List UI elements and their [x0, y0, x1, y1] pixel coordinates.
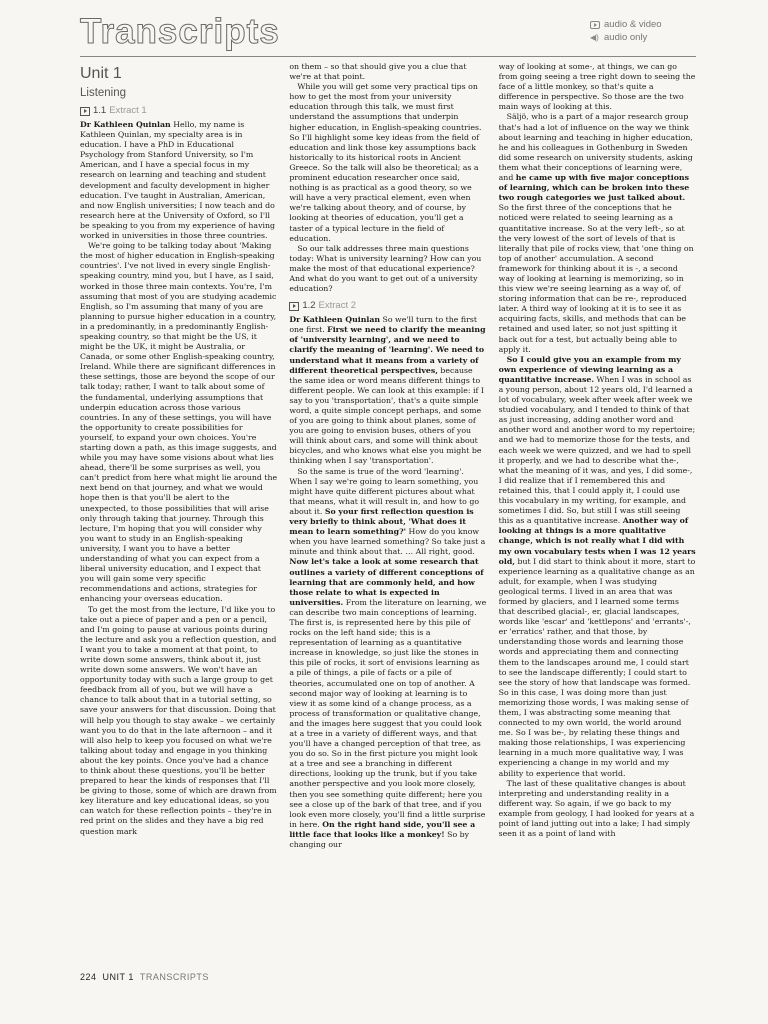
paragraph: The last of these qualitative changes is about interpreting and understanding reality in a different way. So again, if we go back to my example from geology, I had looked for years at a point of land jutting out into a lake; I had simply seen it as a point of land with [498, 778, 695, 839]
column-3 [499, 62, 696, 970]
transcript-columns [80, 62, 696, 970]
bold-text: So I could give you an example from my own experience of viewing learning as a quantitative increase. [498, 354, 681, 384]
paragraph-text: Hello, my name is Kathleen Quinlan, my specialty area is in education. I have a PhD in Educational Psychology from Stanford University, so I'm American, and I have a special focus in my research on learning and teaching and student development and faculty development in higher education. I've taught in Australian, American, and now English universities; I now teach and do research here at the University of Oxford, so I'll be speaking to you from my experience of having worked in universities in those three countries. [80, 120, 275, 241]
legend-audio-label: audio only [604, 32, 648, 43]
bold-text: On the right hand side, you'll see a little face that looks like a monkey! [289, 819, 476, 839]
footer-section: TRANSCRIPTS [139, 972, 209, 982]
speaker-name: Dr Kathleen Quinlan [289, 315, 381, 325]
text-run: When I was in school as a young person, about 12 years old, I'd learned a lot of vocabulary, week after week after week we studied vocabulary, and I tended to think of that as just increasing, adding another word and another word and another word to my repertoire; and we had to memorize those for the tests, and each week we were quizzed, and we had to spell it properly, and we had to describe what the-, what the meaning of it was, and yes, I did some-, I did realize that if I remembered this and retained this, that I could apply it, I could use this vocabulary in my writing, for example, and sometimes I did. So, but still I was still seeing this as a quantitative increase. [498, 374, 696, 526]
header-rule [80, 56, 696, 57]
bold-text: So your first reflection question is very briefly to think about, 'What does it mean to learn something?' [289, 506, 474, 537]
paragraph: We're going to be talking today about 'Making the most of higher education in English-speaking countries'. I've not lived in every single English-speaking country, mind you, but I have, as I said, worked in those three main contexts. You're, I'm assuming that most of you are studying academic English, so I'm assuming that many of you are planning to pursue higher education in a country, in a predominantly, in a predominantly English-speaking country, so that might be the US, it might be the UK, it might be Australia, or Canada, or some other English-speaking country, Ireland. While there are significant differences in these settings, those are beyond the scope of our talk today; rather, I want to talk about some of the fundamental, underlying assumptions that underpin education across those various countries. In any of these settings, you will have the opportunity to create possibilities for yourself, to expand your own choices. You're starting down a path, as this image suggests, and while you may have some visions about what lies ahead, there'll be some surprises as well, you can't predict from here what might lie around the next bend on that journey, and what we would hope then is that you'll be alert to the unexpected, to those possibilities that will arise only through taking that journey. Through this lecture, I'm hoping that you will consider why you want to study in an English-speaking university, I want you to have a better understanding of what you can expect from a liberal university education, and I expect that you will gain some very specific recommendations and actions, strategies for enhancing your overseas education. [80, 241, 278, 604]
text-run: From the literature on learning, we can describe two main conceptions of learning. The first is, is represented here by this pile of rocks on the left hand side; this is a representation of learning as a quantitative increase in knowledge, so just like the stones in this pile of rocks, it sort of envisions learning as a pile of things, a pile of facts or a pile of theories, accumulated one on top of another. A second major way of looking at learning is to view it as some kind of a change process, as a process of transformation or qualitative change, and the images here suggest that you could look at a tree in a variety of different ways, and that you'll have a changed perception of that tree, as you do so. So in the first picture you might look at a tree and see a branching in different directions, looking up the trunk, but if you take another perspective and you look more closely, then you see something quite different; here you see a close up of the bark of that tree, and if you look even more closely, you'll find a little surprise in here. [289, 597, 487, 829]
column-1 [80, 62, 277, 970]
legend-video-label: audio & video [604, 19, 662, 30]
paragraph: So our talk addresses three main questions today: What is university learning? How can you make the most of that educational experience? And what do you want to get out of a university education? [289, 243, 482, 294]
footer-unit: UNIT 1 [102, 972, 134, 982]
legend-audio-row [590, 31, 662, 44]
paragraph: on them – so that should give you a clue that we're at that point. [289, 62, 467, 82]
video-icon [590, 21, 600, 29]
text-run: because the same idea or word means different things to different people. We can look at this example: if I say to you 'transportation', that's a quite simple word, a quite simple concept perhaps, and some of you are going to think about planes, some of you are going to envision buses, others of you will think about cars, and some will think about bicycles, and who knows what else you might be thinking when I say 'transportation'. [289, 365, 484, 466]
text-run: So we'll turn to the first one first. [289, 315, 477, 335]
play-icon [80, 107, 90, 116]
extract-1-label: Extract 1 [109, 105, 147, 116]
paragraph [289, 467, 486, 851]
paragraph [499, 355, 696, 779]
audio-icon: ◀) [590, 32, 599, 42]
paragraph [289, 315, 486, 466]
extract-1-heading [80, 105, 277, 117]
paragraph: While you will get some very practical tips on how to get the most from your university education through this talk, we must first understand the assumptions that underpin higher education, in English-speaking countries. So I'll highlight some key ideas from the field of education and link those key assumptions back historically to its historical roots in Ancient Greece. So the talk will also be theoretical; as a prominent education researcher once said, nothing is as practical as a good theory, so we will have a very practical element, even when we're talking about theory, and of course, by looking at theories of education, you'll get a taster of a typical lecture in the field of education. [289, 82, 482, 243]
section-heading: Listening [80, 87, 127, 99]
extract-2-number: 1.2 [302, 300, 316, 312]
page-title: Transcripts [80, 12, 280, 51]
paragraph: way of looking at some-, at things, we can go from going seeing a tree right down to seeing the face of a little monkey, so that's quite a difference in perspective. So those are the two main ways of looking at this. [498, 62, 696, 112]
unit-heading: Unit 1 [80, 65, 122, 82]
extract-1-number: 1.1 [93, 105, 107, 116]
legend-video-row [590, 18, 662, 31]
page-number: 224 [80, 972, 97, 982]
text-run: So the same is true of the word 'learning'. When I say we're going to learn something, you might have quite different pictures about what that means, what it will result in, and how to go about it. [289, 466, 480, 516]
paragraph [499, 112, 696, 354]
text-run: So by changing our [289, 829, 470, 850]
extract-2-heading [289, 300, 486, 312]
column-2 [289, 62, 486, 970]
text-run: So the first three of the conceptions that he noticed were related to seeing learning as a quantitative increase. So at the very left-, so at the very lowest of the sort of levels of that is literally that pile of rocks view, that 'one thing on top of another' accumulation. A second framework for thinking about it is -, a second way of looking at learning is memorizing, so in this view we're seeing learning as a way of, of storing information that can be re-, reproduced later. A third way of looking at it is to see it as acquiring facts, skills, and methods that can be retained and used later, so not just spitting it back out for a test, but actually being able to apply it. [498, 203, 694, 354]
paragraph [80, 120, 277, 241]
speaker-name: Dr Kathleen Quinlan [80, 120, 171, 129]
play-icon [289, 302, 299, 311]
bold-text: First we need to clarify the meaning of 'university learning', and we need to clarify the meaning of 'learning'. We need to understand what it means from a variety of different theoretical perspectives, [289, 325, 486, 375]
text-run: Säljö, who is a part of a major research group that's had a lot of influence on the way we think about learning and teaching in higher education, he and his colleagues in Gothenburg in Sweden did some research on university students, asking them what their conceptions of learning were, and [498, 112, 693, 183]
extract-2-label: Extract 2 [318, 300, 357, 312]
paragraph: To get the most from the lecture, I'd like you to take out a piece of paper and a pen or a pencil, and I'm going to pause at various points during the lecture and ask you a reflection question, and I want you to take a moment at that point, to write down some answers, think about it, just write down some answers. We won't have an opportunity today with such a large group to get feedback from all of you, but we will have a chance to talk about that in a tutorial setting, so save your answers for that discussion. Doing that will help you though to stay awake – we certainly want you to do that in the late afternoon – and it will also help to keep you focused on what we're talking about today and engage in you thinking about the key points. Once you've had a chance to think about these questions, you'll be better prepared to hear the kinds of responses that I'll be giving to those, some of which are drawn from key literature and key educational ideas, so you can watch for these reflection points – they're in red print on the slides and they have a big red question mark [80, 604, 277, 836]
page-footer [80, 972, 209, 982]
media-legend [590, 18, 662, 44]
bold-text: Now let's take a look at some research that outlines a variety of different conceptions of learning that are commonly held, and how those relate to what is expected in universities. [289, 557, 484, 607]
text-run: How do you know when you have learned something? So take just a minute and think about that. … All right, good. [289, 527, 486, 557]
text-run: but I did start to think about it more, start to experience learning as a qualitative change as an adult, for example, when I was studying geological terms. I lived in an area that was formed by glaciers, and I learned some terms that described glacial-, er, glacial landscapes, words like 'escar' and 'kettlepons' and 'errants'-, er 'erratics' rather, and that those, by understanding those words and learning those words and appreciating them and connecting them to the landscapes around me, I could start to see the landscape differently; I could start to see the story of how that landscape was formed. So in this case, I was doing more than just memorizing those words, I was making sense of them, I was abstracting some meaning that connected to my own world, the world around me. So I was be-, by relating these things and making those relationships, I was experiencing learning in a much more qualitative way, I was experiencing a change in my world and my ability to experience that world. [498, 556, 696, 778]
bold-text: Another way of looking at things is a more qualitative change, which is not really what I did with my own vocabulary tests when I was 12 years old, [498, 516, 696, 566]
bold-text: he came up with five major conceptions of learning, which can be broken into these two rough categories we just talked about. [498, 173, 690, 203]
